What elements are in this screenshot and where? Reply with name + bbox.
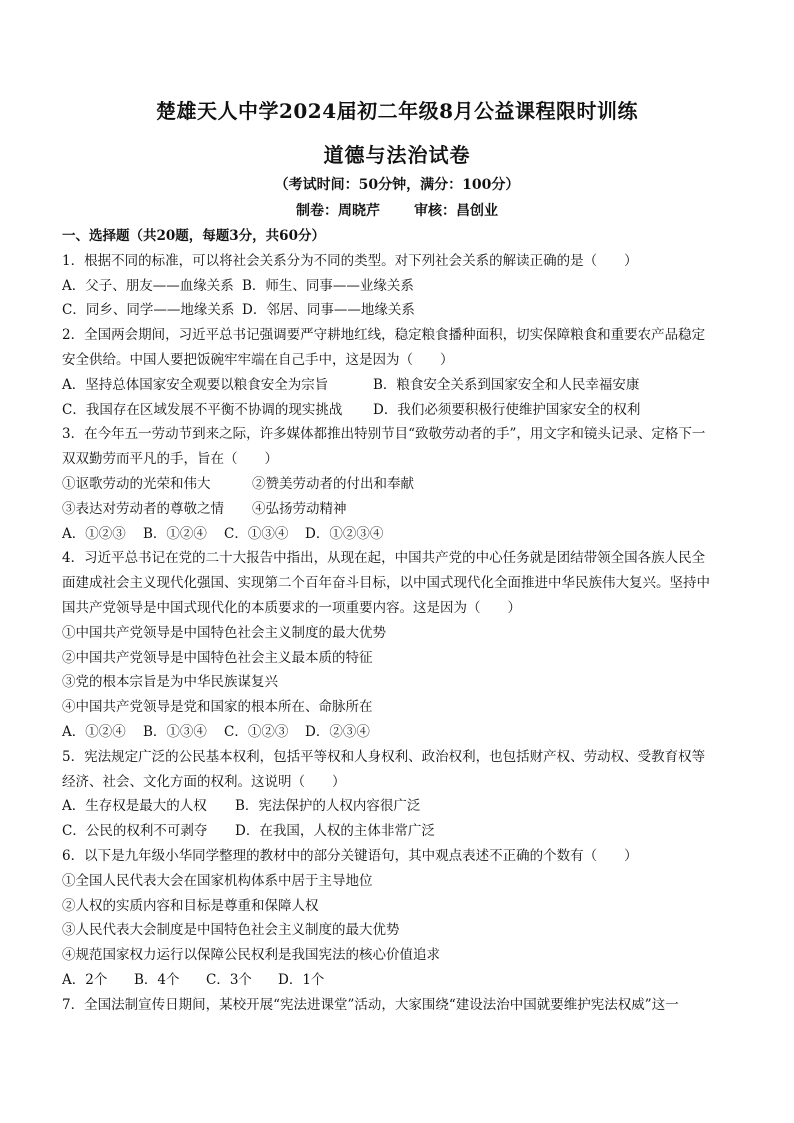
question-4-stem-line1: 4．习近平总书记在党的二十大报告中指出，从现在起，中国共产党的中心任务就是团结带领全国各族人民全 [62, 550, 706, 567]
question-5-stem-line1: 5．宪法规定广泛的公民基本权利，包括平等权和人身权利、政治权利，也包括财产权、劳动权、受教育权等 [62, 748, 706, 765]
question-3-options [62, 522, 738, 547]
option-a: A．坚持总体国家安全观要以粮食安全为宗旨 [62, 376, 329, 393]
statement-3: ③表达对劳动者的尊敬之情 [62, 500, 224, 517]
question-6-statement-2: ②人权的实质内容和目标是尊重和保障人权 [62, 897, 319, 914]
question-1-stem: 1．根据不同的标准，可以将社会关系分为不同的类型。对下列社会关系的解读正确的是（ ） [62, 252, 638, 269]
reviewer-label: 审核：昌创业 [414, 203, 498, 219]
option-a: A．父子、朋友——血缘关系 [62, 277, 234, 294]
option-c: C．①②③ [224, 723, 289, 740]
statement-1: ①讴歌劳动的光荣和伟大 [62, 475, 211, 492]
option-b: B．宪法保护的人权内容很广泛 [235, 798, 421, 815]
question-6-statement-4: ④规范国家权力运行以保障公民权利是我国宪法的核心价值追求 [62, 947, 440, 964]
option-a: A．2个 [62, 971, 108, 988]
question-6-statement-3: ③人民代表大会制度是中国特色社会主义制度的最大优势 [62, 922, 400, 939]
option-c: C．公民的权利不可剥夺 [62, 823, 208, 840]
question-3-statements-row1 [62, 472, 738, 497]
question-6-stem: 6．以下是九年级小华同学整理的教材中的部分关键语句，其中观点表述不正确的个数有（ ） [62, 847, 638, 864]
option-c: C．我国存在区域发展不平衡不协调的现实挑战 [62, 401, 343, 418]
question-4-statement-3: ③党的根本宗旨是为中华民族谋复兴 [62, 674, 278, 691]
option-d: D．在我国，人权的主体非常广泛 [235, 823, 435, 840]
question-6-statement-1: ①全国人民代表大会在国家机构体系中居于主导地位 [62, 872, 373, 889]
statement-2: ②赞美劳动者的付出和奉献 [252, 475, 414, 492]
option-a: A．①②③ [62, 525, 126, 542]
option-d: D．1个 [278, 971, 325, 988]
question-4-options [62, 720, 738, 745]
question-3-stem-line1: 3．在今年五一劳动节到来之际，许多媒体都推出特别节目“致敬劳动者的手”，用文字和镜头记录、定格下一 [62, 426, 706, 443]
option-a: A．生存权是最大的人权 [62, 798, 207, 815]
exam-info: （考试时间：50分钟，满分：100分） [274, 177, 520, 193]
section-heading: 一、选择题（共20题，每题3分，共60分） [62, 228, 325, 244]
question-7-stem-line1: 7．全国法制宣传日期间，某校开展“宪法进课堂”活动，大家围绕“建设法治中国就要维护宪法权威”这一 [62, 996, 679, 1013]
question-5-stem-line2: 经济、社会、文化方面的权利。这说明（ ） [62, 773, 346, 790]
exam-title: 楚雄天人中学2024届初二年级8月公益课程限时训练 [155, 99, 639, 123]
statement-4: ④弘扬劳动精神 [252, 500, 347, 517]
question-4-statement-2: ②中国共产党领导是中国特色社会主义最本质的特征 [62, 649, 373, 666]
option-d: D．我们必须要积极行使维护国家安全的权利 [373, 401, 641, 418]
question-4-stem-line2: 面建成社会主义现代化强国、实现第二个百年奋斗目标，以中国式现代化全面推进中华民族伟大复兴。坚持中 [62, 575, 710, 592]
option-d: D．邻居、同事——地缘关系 [242, 302, 415, 319]
option-b: B．①②④ [143, 525, 207, 542]
question-3-stem-line2: 双双勤劳而平凡的手，旨在（ ） [62, 451, 278, 468]
question-3-statements-row2 [62, 497, 738, 522]
question-2-options-row1 [62, 373, 738, 398]
option-b: B．粮食安全关系到国家安全和人民幸福安康 [373, 376, 640, 393]
exam-subtitle: 道德与法治试卷 [323, 143, 471, 167]
question-2-stem-line2: 安全供给。中国人要把饭碗牢牢端在自己手中，这是因为（ ） [62, 351, 454, 368]
option-b: B．4个 [134, 971, 180, 988]
option-b: B．师生、同事——业缘关系 [242, 277, 414, 294]
option-d: D．①②③④ [305, 525, 384, 542]
question-4-statement-4: ④中国共产党领导是党和国家的根本所在、命脉所在 [62, 699, 373, 716]
question-5-options-row2 [62, 819, 738, 844]
option-c: C．①③④ [224, 525, 289, 542]
question-1-options-row1 [62, 274, 738, 299]
option-b: B．①③④ [143, 723, 207, 740]
question-5-options-row1 [62, 794, 738, 819]
question-list [62, 224, 738, 1018]
question-4-stem-line3: 国共产党领导是中国式现代化的本质要求的一项重要内容。这是因为（ ） [62, 599, 521, 616]
option-d: D．②③④ [305, 723, 370, 740]
option-a: A．①②④ [62, 723, 126, 740]
question-2-options-row2 [62, 398, 738, 423]
option-c: C．3个 [206, 971, 252, 988]
question-2-stem-line1: 2．全国两会期间，习近平总书记强调要严守耕地红线，稳定粮食播种面积，切实保障粮食和重要农产品稳定 [62, 327, 706, 344]
question-4-statement-1: ①中国共产党领导是中国特色社会主义制度的最大优势 [62, 624, 386, 641]
question-1-options-row2 [62, 298, 738, 323]
maker-label: 制卷：周晓芹 [296, 203, 380, 219]
exam-credits [0, 200, 794, 220]
option-c: C．同乡、同学——地缘关系 [62, 302, 235, 319]
question-6-options [62, 968, 738, 993]
